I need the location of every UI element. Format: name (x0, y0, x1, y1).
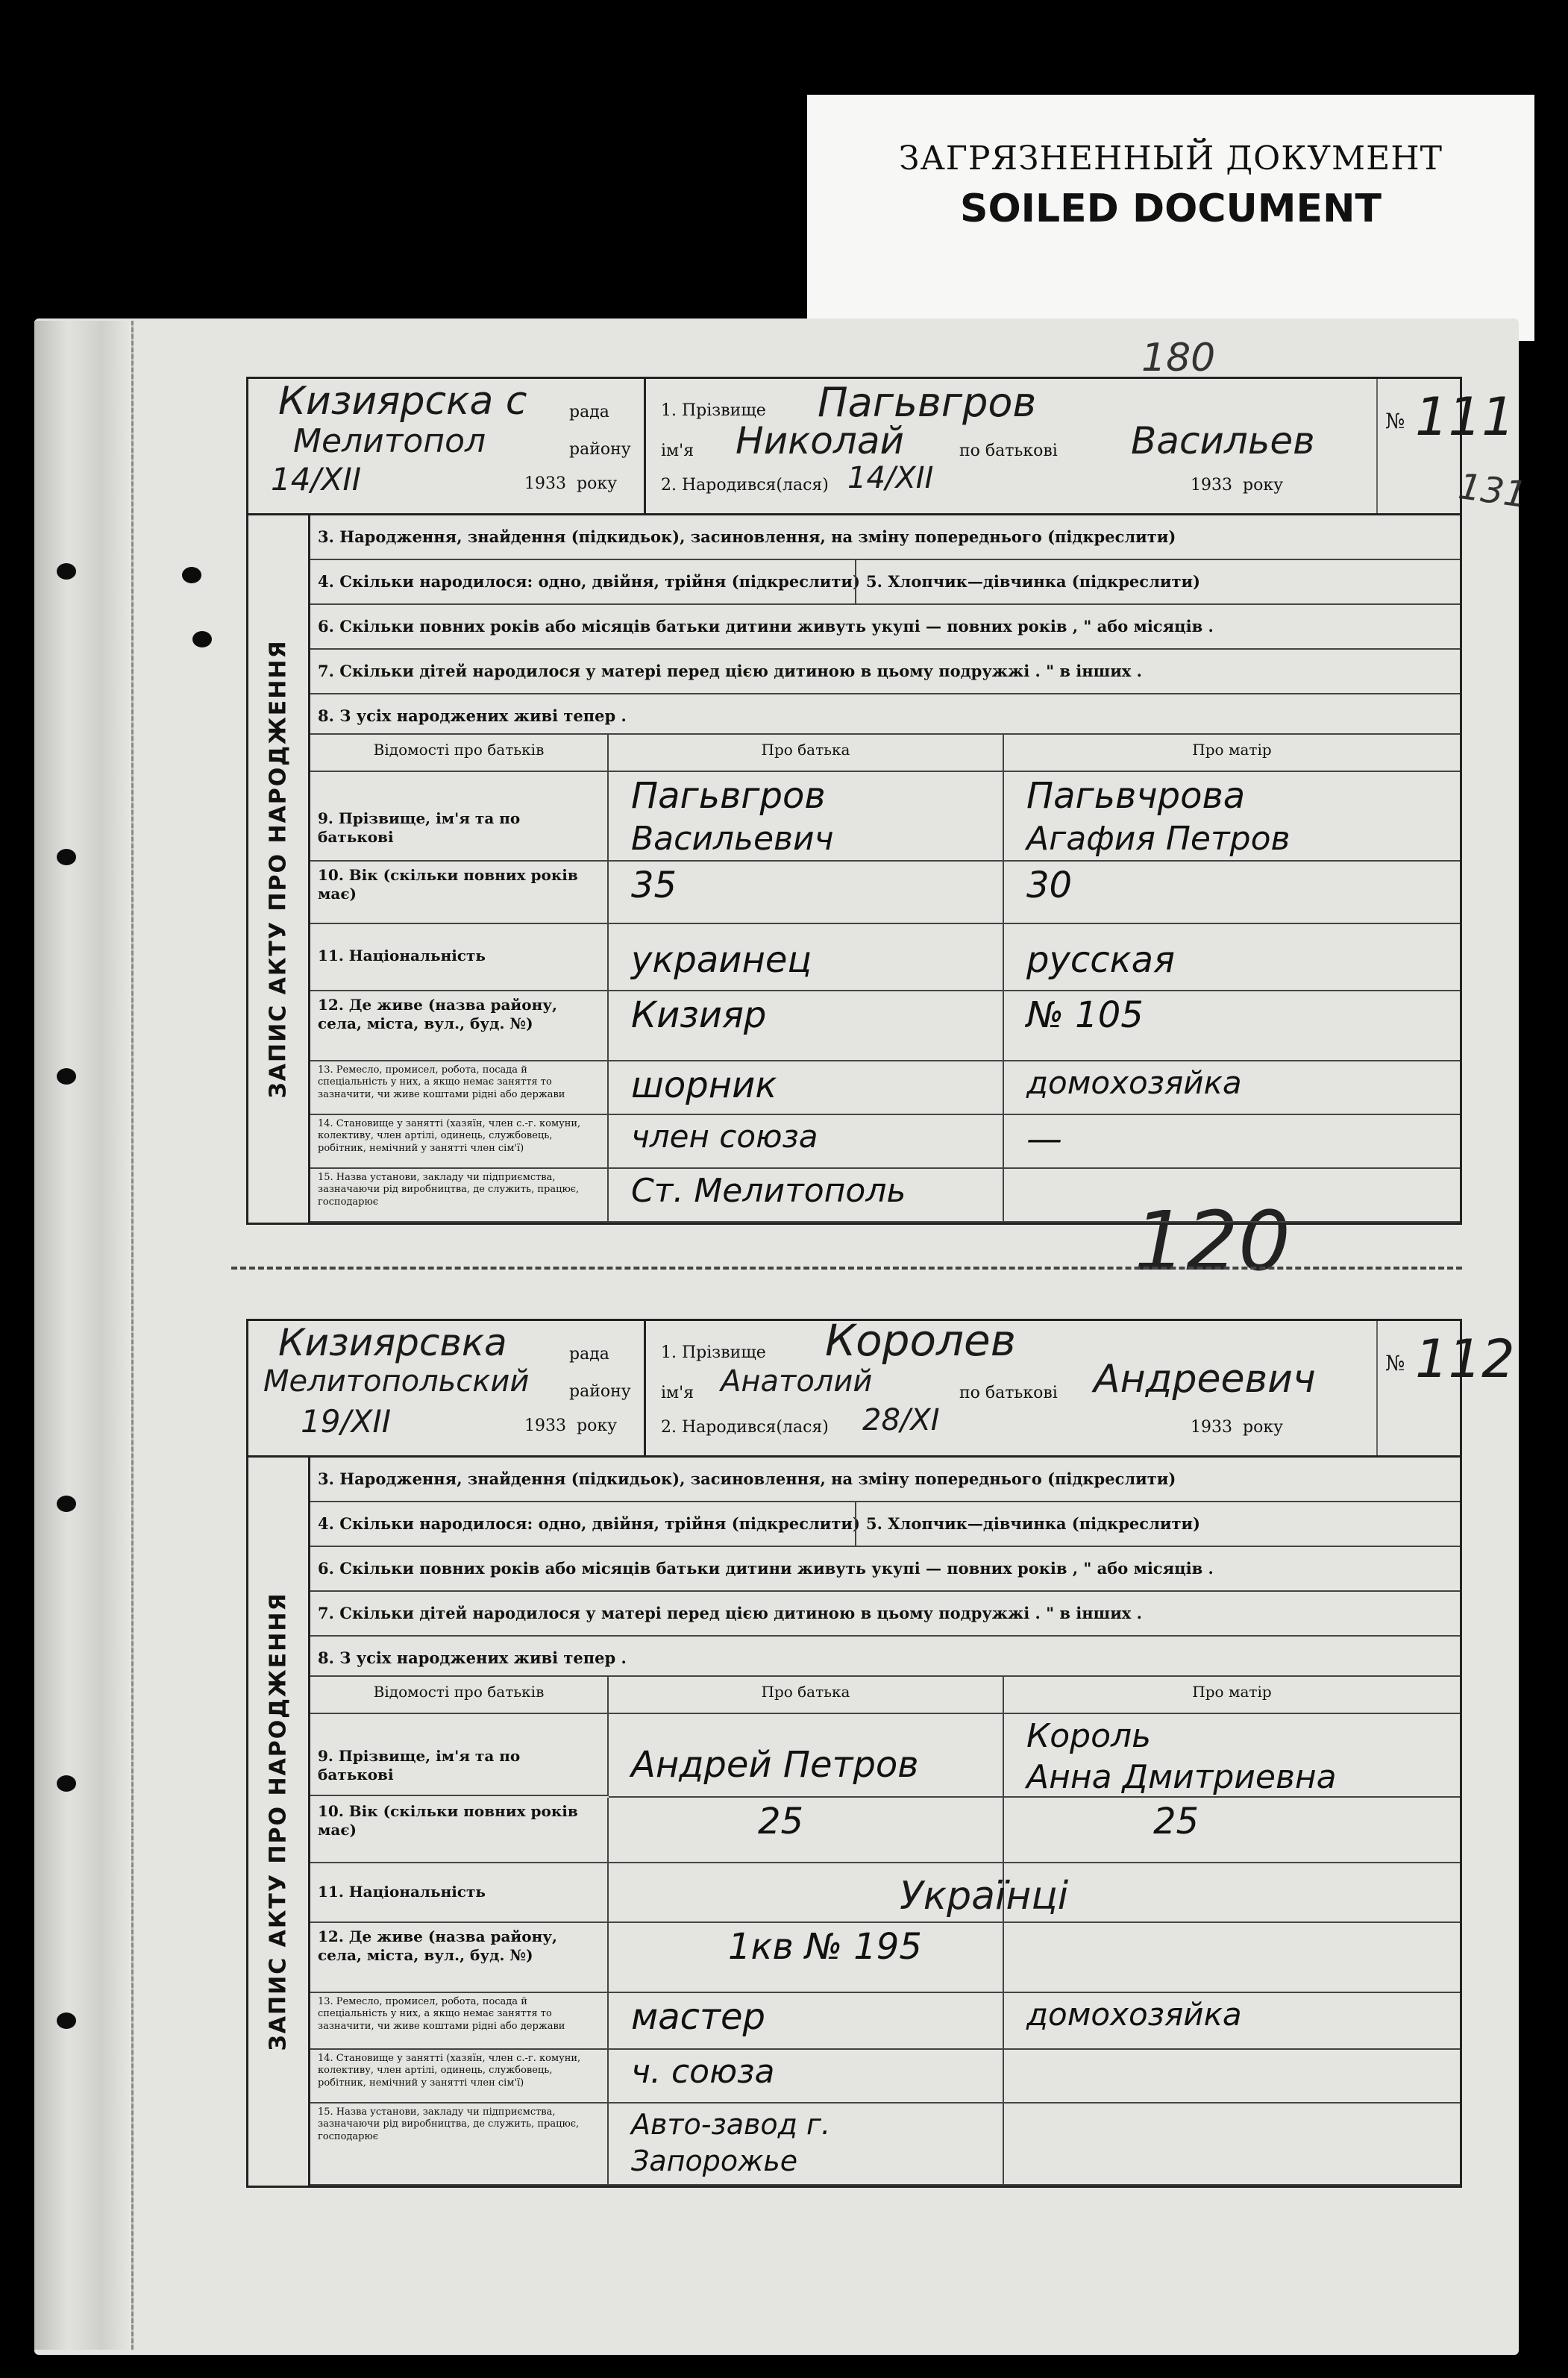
born-date-value: 14/XII (847, 461, 934, 495)
raion-value: Мелитопол (293, 422, 486, 460)
record-body (246, 513, 1462, 1225)
born-label: 2. Народився(лася) (661, 1418, 829, 1437)
name-label: ім'я (661, 442, 694, 460)
label-status: 14. Становище у занятті (хазяїн, член с.-г. комуни, колективу, член артілі, одинець, службовець, робітник, немічний у занятті член сім'ї) (310, 2050, 609, 2104)
mother-status-cell (1004, 2050, 1460, 2104)
record-body (246, 1455, 1462, 2188)
born-roku-label: року (1243, 1418, 1284, 1437)
side-title: ЗАПИС АКТУ ПРО НАРОДЖЕННЯ (248, 1458, 310, 2186)
label-status: 14. Становище у занятті (хазяїн, член с.-г. комуни, колективу, член артілі, одинець, службовець, робітник, немічний у занятті член сім'ї) (310, 1115, 609, 1169)
mother-surname: Король (1026, 1717, 1152, 1755)
label-occupation: 13. Ремесло, промисел, робота, посада й спеціальність у них, а якщо немає заняття то зазначити, чи живе коштами рідні або держави (310, 1993, 609, 2050)
parents-table (310, 1677, 1460, 2186)
record-date: 19/XII (301, 1403, 392, 1440)
row-3: 3. Народження, знайдення (підкидьок), засиновлення, на зміну попереднього (підкреслити) (310, 515, 1460, 560)
number-label: № (1385, 1351, 1405, 1375)
row-4-5: 4. Скільки народилося: одно, двійня, трійня (підкреслити) 5. Хлопчик—дівчинка (підкреслити) (310, 560, 1460, 605)
binding-strip (34, 321, 134, 2350)
name-label: ім'я (661, 1384, 694, 1402)
mother-status: — (1004, 1115, 1460, 1169)
parents-table (310, 735, 1460, 1223)
surname-value: Пагьвгров (818, 379, 1037, 426)
record-number: 111 (1415, 386, 1515, 448)
binding-hole (182, 567, 201, 583)
surname-label: 1. Прізвище (661, 1343, 766, 1362)
born-roku-label: року (1243, 476, 1284, 495)
header-father: Про батька (609, 1677, 1004, 1714)
label-residence: 12. Де живе (назва району, села, міста, вул., буд. №) (310, 991, 609, 1061)
patronymic-label: по батькові (959, 442, 1058, 460)
label-residence: 12. Де живе (назва району, села, міста, вул., буд. №) (310, 1923, 609, 1993)
birth-record-112 (246, 1315, 1515, 2188)
header-mother: Про матір (1004, 735, 1460, 772)
born-year-value: 1933 (1191, 1418, 1232, 1437)
mother-given: Агафия Петров (1026, 820, 1291, 858)
record-header (246, 1315, 1515, 1455)
mother-given: Анна Дмитриевна (1026, 1758, 1337, 1796)
father-status: ч. союза (609, 2050, 1004, 2104)
number-label: № (1385, 409, 1405, 433)
soiled-document-stamp (807, 95, 1534, 341)
record-number-box (1376, 1321, 1515, 1455)
father-name-cell (609, 1714, 1004, 1798)
nationality-cell (609, 1863, 1069, 1923)
roku-label: року (577, 1417, 618, 1435)
page-number-side: 131 (1455, 465, 1530, 517)
side-title: ЗАПИС АКТУ ПРО НАРОДЖЕННЯ (248, 515, 310, 1223)
surname-label: 1. Прізвище (661, 401, 766, 420)
binding-hole (192, 631, 212, 647)
label-age: 10. Вік (скільки повних років має) (310, 1798, 609, 1863)
father-name: Андрей Петров (631, 1744, 919, 1786)
binding-hole (57, 849, 76, 865)
rada-label: рада (569, 1345, 609, 1364)
rada-value: Кизиярсвка (278, 1321, 507, 1364)
row-7: 7. Скільки дітей народилося у матері перед цією дитиною в цьому подружжі . " в інших . (310, 1592, 1460, 1637)
row-8: 8. З усіх народжених живі тепер . (310, 694, 1460, 735)
row-4-5: 4. Скільки народилося: одно, двійня, трійня (підкреслити) 5. Хлопчик—дівчинка (підкреслити) (310, 1502, 1460, 1547)
raion-label: району (569, 440, 631, 459)
born-date-value: 28/XI (862, 1403, 940, 1437)
mother-nationality: русская (1004, 924, 1460, 991)
header-father: Про батька (609, 735, 1004, 772)
raion-value: Мелитопольский (263, 1364, 530, 1399)
mother-workplace-cell (1004, 1169, 1460, 1223)
father-age: 35 (609, 862, 1004, 924)
patronymic-value: Андреевич (1094, 1357, 1316, 1402)
father-nationality: украинец (609, 924, 1004, 991)
mother-nationality-cell (1004, 1863, 1460, 1923)
binding-hole (57, 1775, 76, 1792)
row-6: 6. Скільки повних років або місяців батьки дитини живуть укупі — повних років , " або місяців . (310, 1547, 1460, 1592)
father-surname: Пагьвгров (631, 775, 826, 817)
raion-label: району (569, 1382, 631, 1401)
name-value: Николай (736, 419, 904, 462)
stamp-russian: ЗАГРЯЗНЕННЫЙ ДОКУМЕНТ (899, 139, 1443, 178)
rada-label: рада (569, 403, 609, 421)
label-occupation: 13. Ремесло, промисел, робота, посада й спеціальність у них, а якщо немає заняття то зазначити, чи живе коштами рідні або держави (310, 1061, 609, 1115)
page-number-top: 180 (1141, 336, 1216, 380)
label-age: 10. Вік (скільки повних років має) (310, 862, 609, 924)
binding-hole (57, 1068, 76, 1085)
record-number: 112 (1415, 1328, 1515, 1390)
name-value: Анатолий (721, 1364, 873, 1399)
record-year: 1933 (524, 474, 566, 493)
label-workplace: 15. Назва установи, закладу чи підприємства, зазначаючи рід виробництва, де служить, працює, господарює (310, 1169, 609, 1223)
stamp-english: SOILED DOCUMENT (960, 186, 1382, 231)
father-name-cell (609, 772, 1004, 862)
row-3: 3. Народження, знайдення (підкидьок), засиновлення, на зміну попереднього (підкреслити) (310, 1458, 1460, 1502)
mother-occupation: домохозяйка (1004, 1993, 1460, 2050)
patronymic-label: по батькові (959, 1384, 1058, 1402)
header-info: Відомості про батьків (310, 1677, 609, 1714)
binding-hole (57, 2012, 76, 2029)
mother-residence: № 105 (1004, 991, 1460, 1061)
row-6: 6. Скільки повних років або місяців батьки дитини живуть укупі — повних років , " або місяців . (310, 605, 1460, 650)
parents-nationality: Українці (900, 1874, 1069, 1919)
patronymic-value: Васильев (1131, 419, 1315, 462)
father-residence: 1кв № 195 (609, 1923, 1004, 1993)
row-8: 8. З усіх народжених живі тепер . (310, 1637, 1460, 1677)
label-workplace: 15. Назва установи, закладу чи підприємства, зазначаючи рід виробництва, де служить, працює, господарює (310, 2104, 609, 2186)
mother-residence-cell (1004, 1923, 1460, 1993)
label-name: 9. Прізвище, ім'я та по батькові (310, 772, 609, 862)
father-age: 25 (609, 1798, 1004, 1863)
mother-name-cell (1004, 1714, 1460, 1798)
roku-label: року (577, 474, 618, 493)
record-year: 1933 (524, 1417, 566, 1435)
mother-age: 30 (1004, 862, 1460, 924)
header-mother: Про матір (1004, 1677, 1460, 1714)
surname-value: Королев (825, 1315, 1016, 1366)
father-occupation: шорник (609, 1061, 1004, 1115)
record-separator (231, 1267, 1462, 1270)
binding-hole (57, 563, 76, 580)
label-nationality: 11. Національність (310, 924, 609, 991)
mother-occupation: домохозяйка (1004, 1061, 1460, 1115)
page-number-middle: 120 (1134, 1193, 1291, 1289)
label-nationality: 11. Національність (310, 1863, 609, 1923)
father-residence: Кизияр (609, 991, 1004, 1061)
born-label: 2. Народився(лася) (661, 476, 829, 495)
label-name: 9. Прізвище, ім'я та по батькові (310, 1714, 609, 1796)
rada-value: Кизиярска с (278, 379, 527, 424)
mother-workplace-cell (1004, 2104, 1460, 2186)
mother-surname: Пагьвчрова (1026, 775, 1246, 817)
father-given: Васильевич (631, 820, 834, 858)
father-status: член союза (609, 1115, 1004, 1169)
header-info: Відомості про батьків (310, 735, 609, 772)
father-workplace: Авто-завод г. Запорожье (609, 2104, 1004, 2186)
father-occupation: мастер (609, 1993, 1004, 2050)
born-year-value: 1933 (1191, 476, 1232, 495)
binding-hole (57, 1496, 76, 1512)
mother-name-cell (1004, 772, 1460, 862)
row-7: 7. Скільки дітей народилося у матері перед цією дитиною в цьому подружжі . " в інших . (310, 650, 1460, 694)
father-workplace: Ст. Мелитополь (609, 1169, 1004, 1223)
record-date: 14/XII (271, 461, 362, 498)
mother-age: 25 (1004, 1798, 1460, 1863)
